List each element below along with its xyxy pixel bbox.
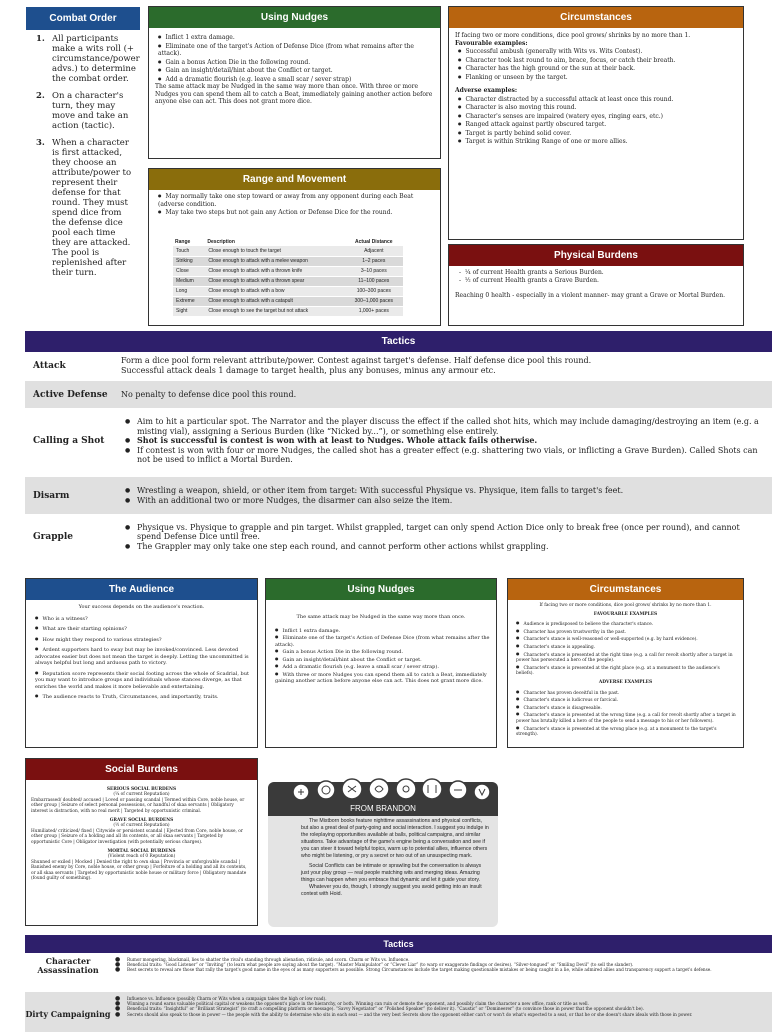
adverse-item: ● Character's stance is disagreeable.	[516, 704, 738, 712]
physical-burdens-panel	[448, 244, 744, 326]
range-bullet: ● May take two steps but not gain any Action or Defense Dice for the round.	[158, 208, 434, 217]
circumstances-header-2: Circumstances	[508, 579, 743, 600]
grave-burdens-sub: (½ of current Reputation)	[113, 823, 170, 829]
tactic-row-dirty-campaigning	[25, 992, 772, 1032]
combat-step: 3. When a character is first attacked, they choose an attribute/power to represent their defense for that round. They must spend dice from the defense dice pool each time they are attacked. The pool is replenished after their turn.	[36, 138, 132, 278]
nudges-list	[155, 33, 434, 83]
tactic-bullets	[111, 996, 692, 1017]
audience-item: ● How might they respond to various strategies?	[35, 636, 251, 644]
allomancy-symbols-icon	[268, 776, 498, 804]
circumstances-panel	[448, 6, 744, 240]
combat-order-header: Combat Order	[26, 7, 140, 30]
audience-list	[32, 615, 251, 701]
nudge-item: ● Gain an insight/detail/hint about the Conflict or target.	[275, 656, 490, 664]
favourable-title-2: FAVOURABLE EXAMPLES	[593, 611, 658, 617]
tactic-bullet: ● Aim to hit a particular spot. The Narrator and the player discuss the effect if the called shot hits, which may include damaging/destroying an item (e.g. a misting vial), assigning a Serious Burden (like “Nicked by...”), or something else entirely.	[121, 417, 764, 436]
nudge-item: ● With three or more Nudges you can spend them all to catch a Beat, immediately gaining another action before anyone else can act. This does not grant more dice.	[275, 671, 490, 685]
tactic-bullet: ● Wrestling a weapon, shield, or other item from target: With successful Physique vs. Physique, item falls to target's feet.	[121, 486, 623, 496]
tactic-bullets	[121, 486, 623, 505]
tactic-bullet: ● Beneficial traits: “Good Listener” or “Inviting” (to learn what people are saying about the target). “Master Manipulator” or “Clever Liar” (to warp or exaggerate findings or desires). “Silver-tongued” or “Smiling Devil” (to sell the slander).	[111, 962, 712, 967]
physical-burden-item: - ½ of current Health grants a Grave Burden.	[459, 276, 599, 284]
adverse-item: ● Ranged attack against partly obscured target.	[458, 120, 737, 129]
combat-step: 2. On a character's turn, they may move and take an action (tactic).	[36, 91, 129, 131]
favourable-item: ● Successful ambush (generally with Wits vs. Wits Contest).	[458, 47, 737, 56]
favourable-item: ● Character has proven trustworthy in the past.	[516, 628, 738, 636]
grave-burdens-title: GRAVE SOCIAL BURDENS	[109, 818, 174, 824]
tactic-line: Form a dice pool form relevant attribute/power. Contest against target's defense. Half defense dice pool this round.	[121, 356, 592, 365]
audience-intro: Your success depends on the audience's reaction.	[78, 604, 205, 610]
combat-step: 1. All participants make a wits roll (+ circumstance/power advs.) to determine the combat order.	[36, 34, 140, 84]
tactic-name: Grapple	[33, 532, 73, 542]
tactic-bullets	[121, 417, 764, 465]
favourable-item: ● Character has the high ground or the sun at their back.	[458, 64, 737, 73]
nudge-item: ● Eliminate one of the target's Action of Defense Dice (from what remains after the attack).	[158, 42, 434, 58]
tactic-name: Active Defense	[33, 389, 108, 400]
using-nudges-header-2: Using Nudges	[266, 579, 496, 600]
range-row: Close Close enough to attack with a thrown knife 3–10 paces	[173, 266, 403, 276]
brandon-paragraph: Social Conflicts can be intimate or sprawling but the conversation is always just your play group — real people matching wits and merging ideas. Amazing things can happen when you embrace that dynamic and let it guide your story.	[301, 863, 482, 883]
physical-burden-item: - ¼ of current Health grants a Serious Burden.	[459, 269, 604, 276]
grave-burdens-text: Humiliated/ criticized/ fixed | Citywide or persistent scandal | Ejected from Core, noble house, or other group | Seizure of a holding and all its contents, or all skaa servants | Targeted by opportunistic Core | Obligator investigation (with potentially serious charges).	[31, 828, 243, 845]
adverse-title-2: ADVERSE EXAMPLES	[598, 679, 653, 685]
audience-item: ● Ardent supporters hard to sway but may be invoked/convinced. Less devoted advocates easier but does not mean the target is deeply. Letting the uncommitted is always helpful but long and arduous path to victory.	[35, 646, 251, 667]
favourable-item: ● Character's stance is well-reasoned or well-supported (e.g. by hard evidence).	[516, 635, 738, 643]
nudges-intro: The same attack may be Nudged in the same way more than once.	[296, 614, 466, 620]
audience-item: ● Reputation score represents their social footing across the whole of Scadrial, but you may want to introduce groups and individuals whose stances diverge, as that enriches the world and makes it more believable and entertaining.	[35, 670, 251, 691]
adverse-item: ● Target is partly behind solid cover.	[458, 129, 737, 138]
adverse-item: ● Character's senses are impaired (watery eyes, ringing ears, etc.)	[458, 112, 737, 121]
audience-panel	[25, 578, 258, 748]
range-row: Sight Close enough to see the target but not attack 1,000+ paces	[173, 306, 403, 316]
adverse-list	[455, 95, 737, 146]
physical-burden-note: Reaching 0 health - especially in a violent manner- may grant a Grave or Mortal Burden.	[455, 292, 725, 299]
tactic-bullets	[121, 523, 764, 552]
nudge-item: ● Add a dramatic flourish (e.g. leave a small scar / sever strap).	[275, 663, 490, 671]
adverse-item: ● Character's stance is ludicrous or farcical.	[516, 696, 738, 704]
tactic-row-grapple	[25, 516, 772, 558]
circumstances-intro-2: If facing two or more conditions, dice pool grows/ shrinks by no more than 1.	[539, 603, 712, 608]
circumstances-intro: If facing two or more conditions, dice pool grows/ shrinks by no more than 1.	[455, 32, 691, 39]
nudge-item: ● Gain an insight/detail/hint about the Conflict or target.	[158, 66, 434, 75]
range-row: Extreme Close enough to attack with a catapult 300–1,000 paces	[173, 296, 403, 306]
range-table	[173, 237, 403, 317]
tactic-bullets	[111, 957, 712, 973]
range-bullets	[149, 190, 440, 219]
tactic-bullet: ● The Grappler may only take one step each round, and cannot perform other actions whilst grappling.	[121, 542, 764, 552]
favourable-title: Favourable examples:	[455, 39, 528, 47]
range-row: Touch Close enough to touch the target Adjacent	[173, 246, 403, 256]
tactic-name: Calling a Shot	[33, 436, 105, 446]
range-movement-panel	[148, 168, 441, 326]
favourable-item: ● Audience is predisposed to believe the character's stance.	[516, 620, 738, 628]
serious-burdens-text: Embarrassed/ doubted/ accused | Loved or passing scandal | Termed within Core, noble house, or other group | Seizure of select personal possessions, or handful of skaa servants | Obligatory interest is distraction, with no real merit | Targeted by opportunistic criminal.	[31, 797, 245, 814]
tactic-name: Dirty Campaigning	[25, 1009, 111, 1019]
brandon-paragraph: The Mistborn books feature nighttime assassinations and physical conflicts, but also a great deal of party-going and social interaction. I suggest you indulge in the roleplaying opportunities available at balls, political campaigns, and similar situations. Take advantage of the game's engine being a conversation and see if you can steer it toward helpful topics, warm up to potential allies, influence others who might be listening, or pry a secret or two out of an unsuspecting mark.	[301, 818, 489, 859]
mortal-burdens-text: Shunned or exiled | Mocked | Denied the right to own skaa | Provincia or unforgivable scandal | Banished enemy by Core, noble house, or other group | Forfeiture of a holding and all its contents, or all skaa servants | Targeted by opportunistic noble house or military force | Obligatory mandate (found guilty of something).	[31, 859, 247, 882]
tactic-bullet: ● Winning a round earns valuable political capital or weakens the opponent's place in the hierarchy, or both. Winning can ruin or demote the opponent, and possibly claim the character a new office, rank or title as well.	[111, 1001, 692, 1006]
tactic-line: Successful attack deals 1 damage to target health, plus any bonuses, minus any armour etc.	[121, 365, 496, 375]
favourable-item: ● Character's stance is presented at the right place (e.g. at a monument to the audience's beliefs).	[516, 664, 738, 677]
audience-item: ● What are their starting opinions?	[35, 625, 251, 633]
favourable-item: ● Character's stance is presented at the right time (e.g. a call for revolt shortly after a target in power has persecuted a hero of the people).	[516, 651, 738, 664]
adverse-item: ● Character distracted by a successful attack at least once this round.	[458, 95, 737, 104]
from-brandon-box	[268, 782, 498, 927]
using-nudges-header: Using Nudges	[149, 7, 440, 28]
favourable-item: ● Character took last round to aim, brace, focus, or catch their breath.	[458, 56, 737, 65]
tactic-bullet: ● Influence vs. Influence (possibly Charm or Wits when a campaign takes the high or low road).	[111, 996, 692, 1001]
tactic-bullet: ● With an additional two or more Nudges, the disarmer can also seize the item.	[121, 496, 623, 506]
nudge-item: ● Gain a bonus Action Die in the following round.	[275, 648, 490, 656]
tactic-bullet: ● Shot is successful is contest is won with at least to Nudges. Whole attack fails otherwise.	[121, 436, 764, 446]
range-row: Long Close enough to attack with a bow 100–300 paces	[173, 286, 403, 296]
tactic-name: Attack	[33, 360, 66, 371]
tactic-name: Disarm	[33, 490, 70, 501]
adverse-title: Adverse examples:	[455, 87, 518, 94]
range-row: Striking Close enough to attack with a melee weapon 1–2 paces	[173, 256, 403, 266]
tactic-bullet: ● If contest is won with four or more Nudges, the called shot has a greater effect (e.g. shattering two vials, or inflicting a Grave Burden). Called Shots can not be used to inflict a Mortal Burden.	[121, 446, 764, 465]
favourable-list-2	[513, 620, 738, 677]
tactic-row-attack	[25, 352, 772, 379]
circumstances-panel-2	[507, 578, 744, 748]
tactic-row-disarm	[25, 477, 772, 514]
range-movement-header: Range and Movement	[149, 169, 440, 190]
tactics-header-2: Tactics	[25, 935, 772, 953]
tactic-bullet: ● Best secrets to reveal are those that rally the target's good name in the eyes of as many supporters as possible. Strong Circumstances include the target making questionable mistakes or being caught in a lie, while admired allies and transparency support a target's defense.	[111, 967, 712, 972]
using-nudges-panel-2	[265, 578, 497, 748]
tactic-name: Character Assassination	[37, 956, 99, 975]
using-nudges-panel	[148, 6, 441, 159]
tactic-row-calling-a-shot	[25, 410, 772, 472]
adverse-list-2	[513, 689, 738, 738]
adverse-item: ● Character has proven deceitful in the past.	[516, 689, 738, 697]
tactic-bullet: ● Physique vs. Physique to grapple and pin target. Whilst grappled, target can only spend Action Dice only to break free (once per round), and cannot spend Defense Dice until free.	[121, 523, 764, 542]
audience-item: ● The audience reacts to Truth, Circumstances, and importantly, traits.	[35, 693, 251, 701]
tactic-bullet: ● Secrets should also speak to those in power — the people with the ability to determine who sits in each seat — and the very best Secrets show the opponent either can't or won't do what's expected to a seat, or that he or she doesn't share ideals with those in power.	[111, 1012, 692, 1017]
brandon-paragraph: Whatever you do, though, I strongly suggest you avoid getting into an insult contest with Hoid.	[301, 884, 482, 897]
nudges-note: The same attack may be Nudged in the same way more than once. With three or more Nudges you can spend them all to catch a Beat, immediately gaining another action before anyone else can act. This does not grant more dice.	[155, 83, 433, 105]
nudge-item: ● Inflict 1 extra damage.	[158, 33, 434, 42]
favourable-item: ● Character's stance is appealing.	[516, 643, 738, 651]
physical-burdens-header: Physical Burdens	[449, 245, 743, 266]
nudge-item: ● Add a dramatic flourish (e.g. leave a small scar / sever strap)	[158, 75, 434, 84]
nudge-item: ● Gain a bonus Action Die in the following round.	[158, 58, 434, 67]
audience-item: ● Who is a witness?	[35, 615, 251, 623]
serious-burdens-title: SERIOUS SOCIAL BURDENS	[106, 787, 177, 792]
favourable-list	[455, 47, 737, 81]
adverse-item: ● Character's stance is presented at the wrong place (e.g. at a monument to the target's strength).	[516, 725, 738, 738]
tactic-line: No penalty to defense dice pool this round.	[121, 389, 297, 399]
combat-order-panel	[25, 6, 141, 278]
adverse-item: ● Character is also moving this round.	[458, 103, 737, 112]
adverse-item: ● Character's stance is presented at the wrong time (e.g. a call for revolt shortly after a target in power has brutally killed a hero of the people to send a message to his or her followers).	[516, 711, 738, 724]
favourable-item: ● Flanking or unseen by the target.	[458, 73, 737, 82]
combat-order-list	[26, 30, 140, 278]
range-row: Medium Close enough to attack with a thrown spear 11–100 paces	[173, 276, 403, 286]
serious-burdens-sub: (¼ of current Reputation)	[113, 792, 170, 798]
adverse-item: ● Target is within Striking Range of one or more allies.	[458, 137, 737, 146]
tactics-header: Tactics	[25, 331, 772, 352]
mortal-burdens-sub: (Violent reach of 0 Reputation)	[107, 854, 176, 860]
tactic-bullet: ● Beneficial traits: “Insightful” or “Brilliant Strategist” (to craft a compelling platform or message). “Savvy Negotiator” or “Polished Speaker” (to deliver it). “Caustic” or “Domineerer” (to convince those in power that the opponent shouldn't be).	[111, 1006, 692, 1011]
social-burdens-panel	[25, 758, 258, 926]
range-table-header: Range Description Actual Distance	[175, 238, 393, 245]
mortal-burdens-title: MORTAL SOCIAL BURDENS	[107, 849, 176, 855]
tactic-row-active-defense	[25, 381, 772, 408]
range-bullet: ● May normally take one step toward or away from any opponent during each Beat (adverse condition.	[158, 192, 434, 208]
audience-header: The Audience	[26, 579, 257, 600]
nudges-list-2	[272, 627, 490, 685]
nudge-item: ● Eliminate one of the target's Action of Defense Dice (from what remains after the attack).	[275, 634, 490, 648]
tactic-bullet: ● Rumor mongering, blackmail, lies to shatter the rival's standing through alienation, ridicule, and scorn. Charm or Wits vs. Influence.	[111, 957, 712, 962]
brandon-title: FROM BRANDON	[350, 804, 416, 813]
circumstances-header: Circumstances	[449, 7, 743, 28]
nudge-item: ● Inflict 1 extra damage.	[275, 627, 490, 635]
social-burdens-header: Social Burdens	[26, 759, 257, 780]
tactic-row-character-assassination	[25, 954, 772, 988]
